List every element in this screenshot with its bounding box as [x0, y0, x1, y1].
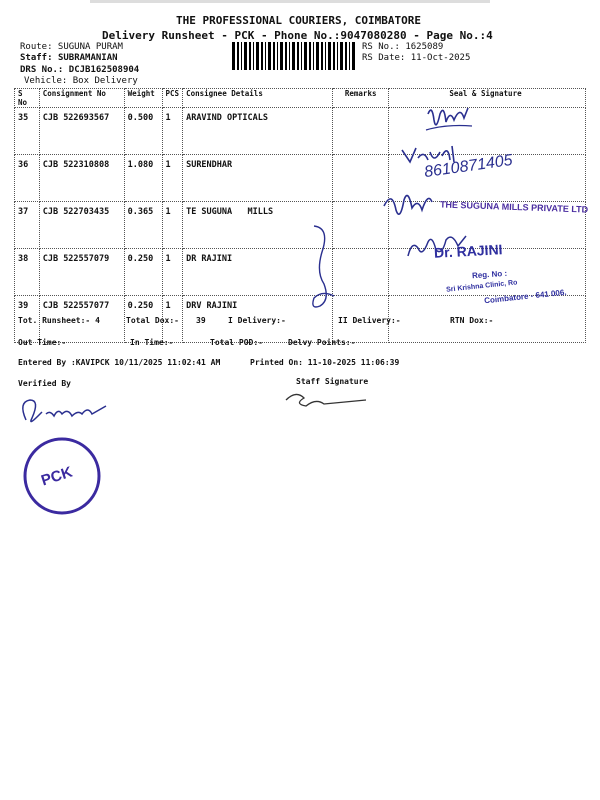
staff-signature-ink — [282, 388, 372, 414]
clinic-name: Sri Krishna Clinic, Ro — [445, 279, 518, 294]
row-pcs: 1 — [162, 249, 183, 296]
out-time: Out Time:- — [18, 338, 67, 347]
handwritten-phone: 8610871405 — [423, 151, 514, 182]
pck-stamp-text: PCK — [39, 463, 75, 490]
row-remarks — [333, 108, 389, 155]
row-consignee: SURENDHAR — [183, 155, 333, 202]
i-delivery: I Delivery:- — [228, 316, 286, 325]
row-consignee: TE SUGUNA MILLS — [183, 202, 333, 249]
row-sno: 37 — [15, 202, 40, 249]
scribble-row39 — [300, 222, 350, 314]
total-dox-value: 39 — [196, 316, 206, 325]
ii-delivery: II Delivery:- — [338, 316, 401, 325]
tot-runsheet: Tot. Runsheet:- 4 — [18, 316, 100, 325]
row-consignee: DR RAJINI — [183, 249, 333, 296]
col-pcs: PCS — [162, 89, 183, 108]
entered-by: Entered By :KAVIPCK 10/11/2025 11:02:41 AM — [18, 358, 221, 367]
in-time: In Time:- — [130, 338, 174, 347]
row-weight: 1.080 — [124, 155, 162, 202]
row-pcs: 1 — [162, 296, 183, 343]
row-consignment: CJB 522310808 — [39, 155, 124, 202]
row-weight: 0.250 — [124, 249, 162, 296]
row-weight: 0.250 — [124, 296, 162, 343]
total-dox-label: Total Dox:- — [126, 316, 179, 325]
verified-signature — [16, 392, 116, 432]
col-seal: Seal & Signature — [389, 89, 586, 108]
row-sno: 39 — [15, 296, 40, 343]
row-pcs: 1 — [162, 108, 183, 155]
rs-number: RS No.: 1625089 — [362, 42, 444, 52]
drs-number: DRS No.: DCJB162508904 — [20, 65, 140, 75]
printed-on: Printed On: 11-10-2025 11:06:39 — [250, 358, 400, 367]
suguna-stamp: THE SUGUNA MILLS PRIVATE LTD — [439, 199, 589, 215]
row-sno: 35 — [15, 108, 40, 155]
col-remarks: Remarks — [333, 89, 389, 108]
total-pod: Total POD:- — [210, 338, 263, 347]
row-consignee: ARAVIND OPTICALS — [183, 108, 333, 155]
rtn-dox: RTN Dox:- — [450, 316, 494, 325]
col-weight: Weight — [124, 89, 162, 108]
clinic-city: Coimbatore - 641 006. — [483, 287, 567, 306]
row-weight: 0.365 — [124, 202, 162, 249]
col-consignment: Consignment No — [39, 89, 124, 108]
table-row — [15, 108, 586, 155]
row-pcs: 1 — [162, 202, 183, 249]
row-consignment: CJB 522693567 — [39, 108, 124, 155]
top-edge-mark — [90, 0, 490, 3]
staff-signature: Staff Signature — [296, 377, 369, 386]
verified-by: Verified By — [18, 379, 71, 388]
route: Route: SUGUNA PURAM — [20, 42, 123, 52]
row-consignment: CJB 522703435 — [39, 202, 124, 249]
vehicle: Vehicle: Box Delivery — [24, 76, 138, 86]
delvy-points: Delvy Points:- — [288, 338, 356, 347]
row-consignment: CJB 522557079 — [39, 249, 124, 296]
row-consignment: CJB 522557077 — [39, 296, 124, 343]
clinic-reg: Reg. No : — [471, 268, 508, 281]
company-title: THE PROFESSIONAL COURIERS, COIMBATORE — [176, 14, 422, 27]
signature-aravind — [420, 100, 480, 140]
dr-rajini-stamp: Dr. RAJINI — [433, 241, 503, 261]
barcode — [232, 42, 358, 70]
staff: Staff: SUBRAMANIAN — [20, 53, 118, 63]
col-consignee: Consignee Details — [183, 89, 333, 108]
row-sno: 38 — [15, 249, 40, 296]
row-weight: 0.500 — [124, 108, 162, 155]
row-pcs: 1 — [162, 155, 183, 202]
row-sno: 36 — [15, 155, 40, 202]
row-consignee: DRV RAJINI — [183, 296, 333, 343]
runsheet-subtitle: Delivery Runsheet - PCK - Phone No.:9047080280 - Page No.:4 — [102, 29, 493, 42]
table-header-row — [15, 89, 586, 108]
col-sno: S No — [15, 89, 40, 108]
signature-suguna — [378, 186, 438, 226]
rs-date: RS Date: 11-Oct-2025 — [362, 53, 471, 63]
